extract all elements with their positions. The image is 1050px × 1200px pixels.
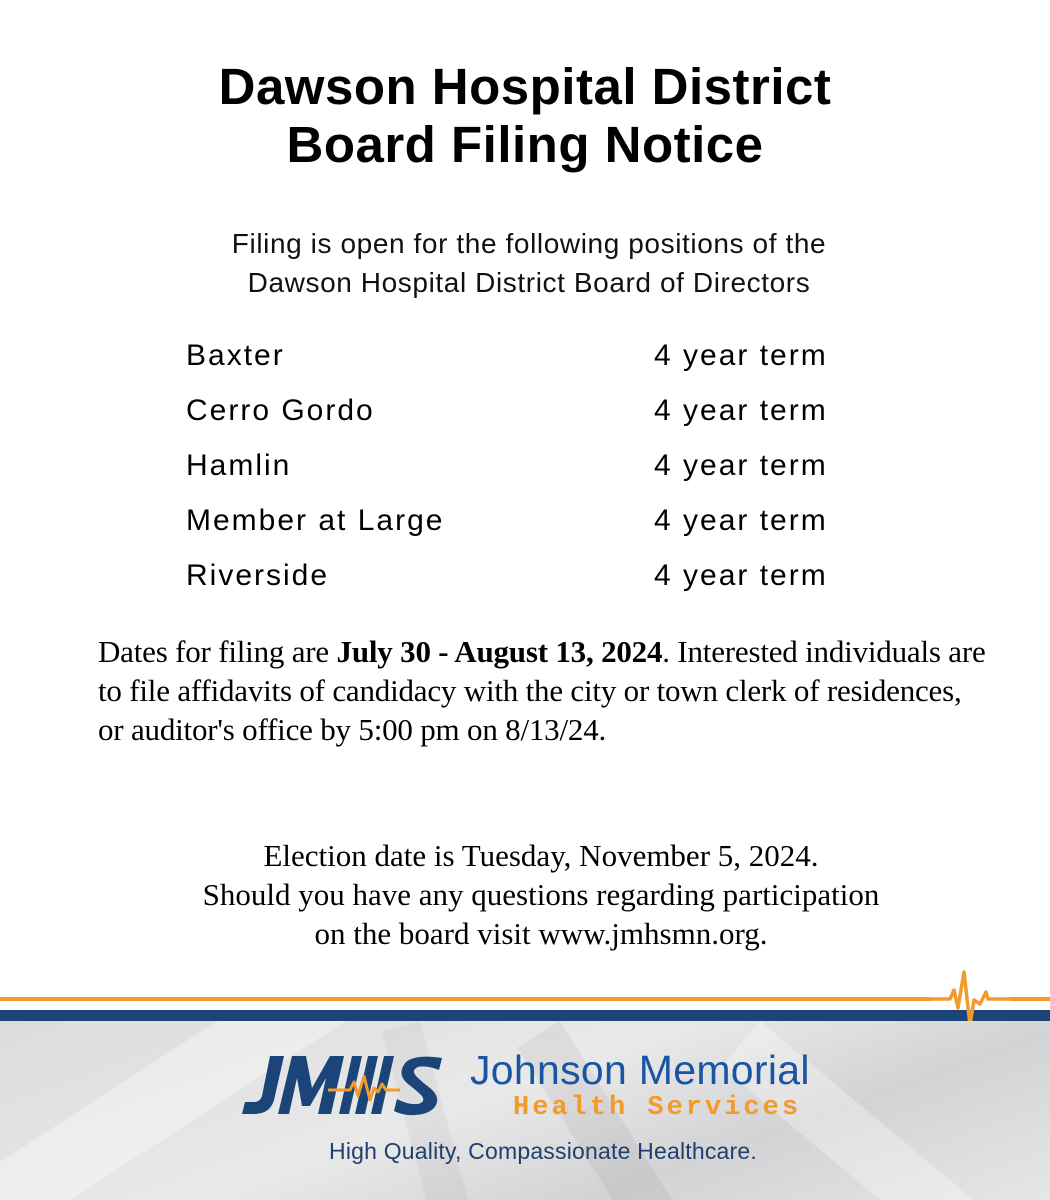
- position-row: [186, 446, 886, 501]
- position-name: Riverside: [186, 559, 330, 592]
- org-name: Johnson Memorial: [470, 1047, 810, 1093]
- filing-prefix: Dates for filing are: [98, 634, 337, 669]
- election-line-3: on the board visit www.jmhsmn.org.: [314, 916, 768, 951]
- position-term: 4 year term: [654, 559, 828, 592]
- title-line-1: Dawson Hospital District: [218, 58, 832, 115]
- jmhs-logo-icon: [240, 1052, 450, 1118]
- page-title: [0, 58, 1050, 174]
- navy-divider: [0, 1010, 1050, 1021]
- tagline: High Quality, Compassionate Healthcare.: [329, 1138, 757, 1164]
- position-name: Hamlin: [186, 449, 292, 482]
- filing-dates-paragraph: [98, 632, 988, 749]
- intro-line-2: Dawson Hospital District Board of Directors: [247, 267, 811, 298]
- filing-suffix: . Interested individuals are to file affidavits of candidacy with the city or town clerk of residences, or auditor's office by 5:00 pm on 8/13/24.: [98, 634, 986, 747]
- filing-dates: July 30 - August 13, 2024: [336, 634, 663, 669]
- position-row: [186, 556, 886, 611]
- election-info: [0, 836, 1050, 953]
- position-term: 4 year term: [654, 504, 828, 537]
- position-term: 4 year term: [654, 394, 828, 427]
- election-line-2: Should you have any questions regarding participation: [202, 877, 880, 912]
- position-row: [186, 501, 886, 556]
- position-name: Member at Large: [186, 504, 445, 537]
- org-subtitle: Health Services: [513, 1093, 802, 1123]
- title-line-2: Board Filing Notice: [286, 116, 764, 173]
- position-row: [186, 336, 886, 391]
- orange-divider: [0, 997, 1050, 1001]
- intro-line-1: Filing is open for the following positions of the: [231, 228, 827, 259]
- position-term: 4 year term: [654, 449, 828, 482]
- position-name: Baxter: [186, 339, 285, 372]
- election-line-1: Election date is Tuesday, November 5, 2024.: [263, 838, 819, 873]
- positions-list: [186, 336, 886, 611]
- position-term: 4 year term: [654, 339, 828, 372]
- intro-text: [0, 224, 1050, 302]
- position-row: [186, 391, 886, 446]
- heartbeat-pulse-icon: [930, 970, 1010, 1028]
- position-name: Cerro Gordo: [186, 394, 375, 427]
